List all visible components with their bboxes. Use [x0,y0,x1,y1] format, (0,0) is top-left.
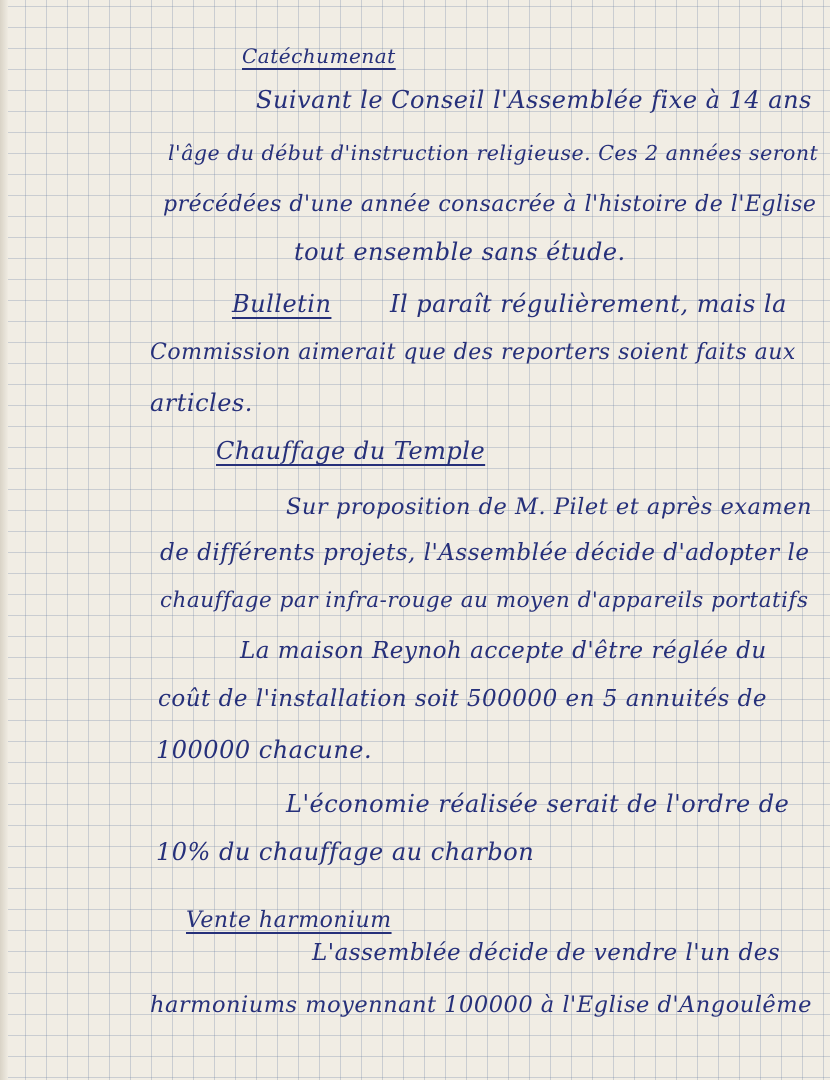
text-line: harmoniums moyennant 100000 à l'Eglise d'Angoulême [150,992,812,1018]
text-line: tout ensemble sans étude. [294,238,626,266]
heading-vente-harmonium: Vente harmonium [186,908,392,933]
text-line: L'assemblée décide de vendre l'un des [312,940,781,966]
text-line: 10% du chauffage au charbon [156,838,535,866]
heading-bulletin: Bulletin [232,290,332,318]
text-line: La maison Reynoh accepte d'être réglée du [240,638,767,664]
text-line: coût de l'installation soit 500000 en 5 annuités de [158,686,768,712]
text-line: chauffage par infra-rouge au moyen d'appareils portatifs [160,588,809,613]
text-line: Il paraît régulièrement, mais la [390,290,787,318]
heading-catechumenat: Catéchumenat [242,44,396,68]
text-line: Commission aimerait que des reporters soient faits aux [150,340,796,365]
heading-chauffage: Chauffage du Temple [216,437,486,465]
text-line: de différents projets, l'Assemblée décide d'adopter le [160,540,810,566]
text-line: Sur proposition de M. Pilet et après examen [286,494,813,520]
text-line: l'âge du début d'instruction religieuse. Ces 2 années seront [168,141,819,165]
text-line: Suivant le Conseil l'Assemblée fixe à 14 ans [256,86,812,114]
text-line: articles. [150,389,253,417]
text-line: L'économie réalisée serait de l'ordre de [286,790,790,818]
text-line: précédées d'une année consacrée à l'histoire de l'Eglise [163,192,817,217]
text-line: 100000 chacune. [156,736,373,764]
page-edge [0,0,8,1080]
